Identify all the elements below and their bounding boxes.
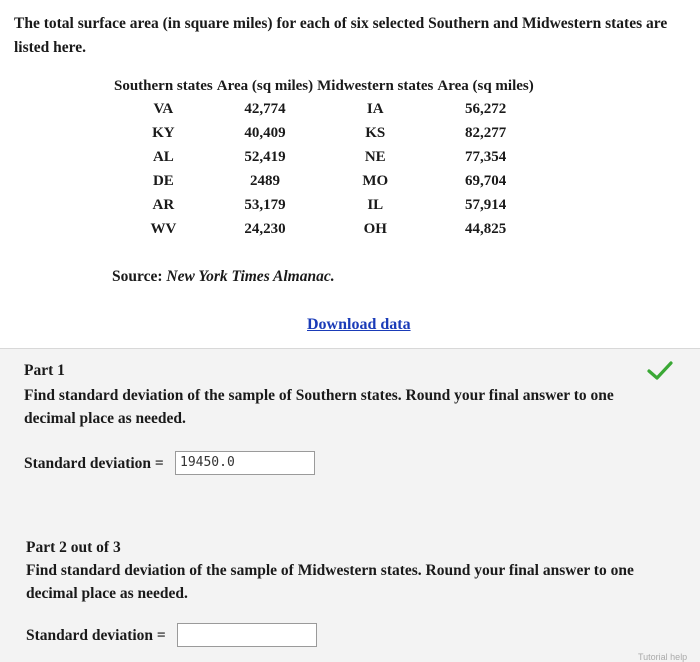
- table-cell: 77,354: [464, 148, 507, 165]
- table-cell: KY: [152, 124, 175, 141]
- part1-title: Part 1: [24, 362, 65, 379]
- part2-title: Part 2 out of 3: [26, 539, 121, 556]
- table-cell: 52,419: [244, 148, 286, 165]
- part1-question: Find standard deviation of the sample of Southern states. Round your final answer to one decimal place as needed.: [24, 387, 614, 427]
- table-cell: 69,704: [464, 172, 507, 189]
- column-header: Area (sq miles): [437, 77, 534, 94]
- column-header: Midwestern states: [317, 77, 434, 94]
- table-row: [112, 217, 536, 241]
- table-cell: MO: [362, 172, 389, 189]
- download-data-link[interactable]: Download data: [307, 316, 411, 333]
- source-note: [112, 268, 335, 286]
- part2-answer-input[interactable]: [177, 623, 317, 647]
- table-cell: DE: [152, 172, 174, 189]
- tutorial-help-link[interactable]: Tutorial help: [638, 652, 688, 662]
- table-cell: 2489: [249, 172, 280, 189]
- table-cell: 44,825: [464, 220, 507, 237]
- table-cell: 42,774: [244, 100, 286, 117]
- data-table: [112, 73, 536, 241]
- column-header: Area (sq miles): [216, 77, 314, 94]
- table-cell: NE: [364, 148, 386, 165]
- table-row: [112, 169, 536, 193]
- table-row: [112, 145, 536, 169]
- table-cell: 56,272: [464, 100, 507, 117]
- table-cell: OH: [363, 220, 387, 237]
- part2-answer-label: Standard deviation =: [26, 627, 166, 644]
- table-cell: AR: [152, 196, 175, 213]
- table-cell: VA: [153, 100, 174, 117]
- source-title: New York Times Almanac.: [166, 268, 335, 285]
- part1-answer-input[interactable]: 19450.0: [175, 451, 315, 475]
- table-cell: 82,277: [464, 124, 507, 141]
- table-cell: IL: [367, 196, 384, 213]
- part2-question: Find standard deviation of the sample of Midwestern states. Round your final answer to one decimal place as needed.: [26, 562, 634, 602]
- table-body: [112, 97, 536, 241]
- table-row: [112, 121, 536, 145]
- table-row: [112, 193, 536, 217]
- table-cell: 24,230: [244, 220, 286, 237]
- part1-answer-label: Standard deviation =: [24, 455, 164, 472]
- check-icon: [646, 360, 674, 382]
- table-cell: WV: [150, 220, 177, 237]
- table-cell: AL: [152, 148, 174, 165]
- table-header-row: [112, 73, 536, 97]
- table-cell: 53,179: [244, 196, 286, 213]
- table-cell: KS: [365, 124, 386, 141]
- table-cell: IA: [366, 100, 384, 117]
- source-label: Source:: [112, 268, 163, 285]
- table-row: [112, 97, 536, 121]
- problem-intro: The total surface area (in square miles) for each of six selected Southern and Midwestern states are listed here.: [14, 15, 668, 56]
- column-header: Southern states: [114, 77, 213, 94]
- table-cell: 40,409: [244, 124, 286, 141]
- table-cell: 57,914: [464, 196, 507, 213]
